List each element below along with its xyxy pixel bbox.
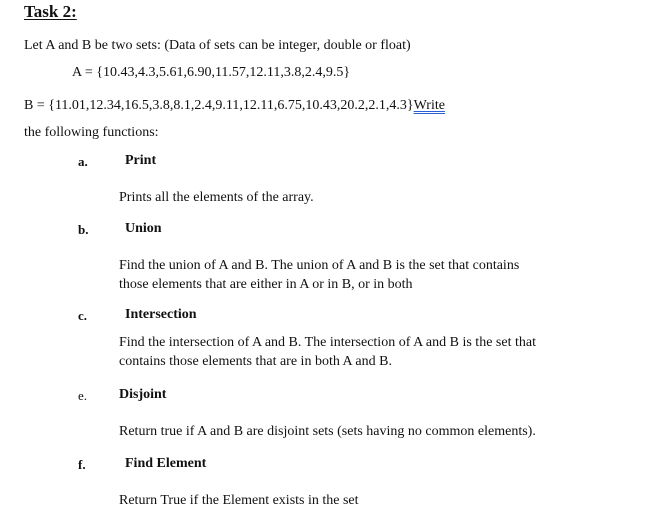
item-letter-e: e. — [78, 388, 88, 403]
item-letter-c: c. — [78, 308, 88, 323]
item-description-find-element — [119, 491, 359, 510]
item-heading-disjoint: Disjoint — [119, 387, 167, 402]
set-a-definition: A = {10.43,4.3,5.61,6.90,11.57,12.11,3.8,2.4,9.5} — [72, 65, 351, 80]
item-letter-b: b. — [78, 222, 89, 237]
task-title: Task 2: — [24, 2, 77, 21]
set-b-definition — [24, 98, 445, 114]
write-word: Write — [413, 98, 445, 113]
item-description-print — [119, 188, 314, 207]
description-line: Return true if A and B are disjoint sets (sets having no common elements). — [119, 424, 536, 439]
item-heading-union: Union — [125, 221, 162, 236]
item-heading-intersection: Intersection — [125, 307, 197, 322]
item-heading-print: Print — [125, 153, 157, 168]
item-letter-f: f. — [78, 457, 86, 472]
item-letter-a: a. — [78, 154, 88, 169]
intro-text: Let A and B be two sets: (Data of sets can be integer, double or float) — [24, 38, 411, 53]
set-b-text: B = {11.01,12.34,16.5,3.8,8.1,2.4,9.11,12.11,6.75,10.43,20.2,2.1,4.3} — [24, 98, 414, 113]
description-line: Find the intersection of A and B. The intersection of A and B is the set that — [119, 335, 536, 350]
description-line: contains those elements that are in both A and B. — [119, 354, 392, 369]
item-description-union — [119, 256, 519, 294]
item-description-intersection — [119, 333, 536, 371]
description-line: Prints all the elements of the array. — [119, 190, 314, 205]
item-heading-find-element: Find Element — [125, 456, 207, 471]
description-line: Return True if the Element exists in the set — [119, 493, 359, 508]
description-line: Find the union of A and B. The union of A and B is the set that contains — [119, 258, 520, 273]
item-description-disjoint — [119, 422, 536, 441]
following-functions-text: the following functions: — [24, 125, 159, 140]
description-line: those elements that are either in A or in B, or in both — [119, 277, 413, 292]
